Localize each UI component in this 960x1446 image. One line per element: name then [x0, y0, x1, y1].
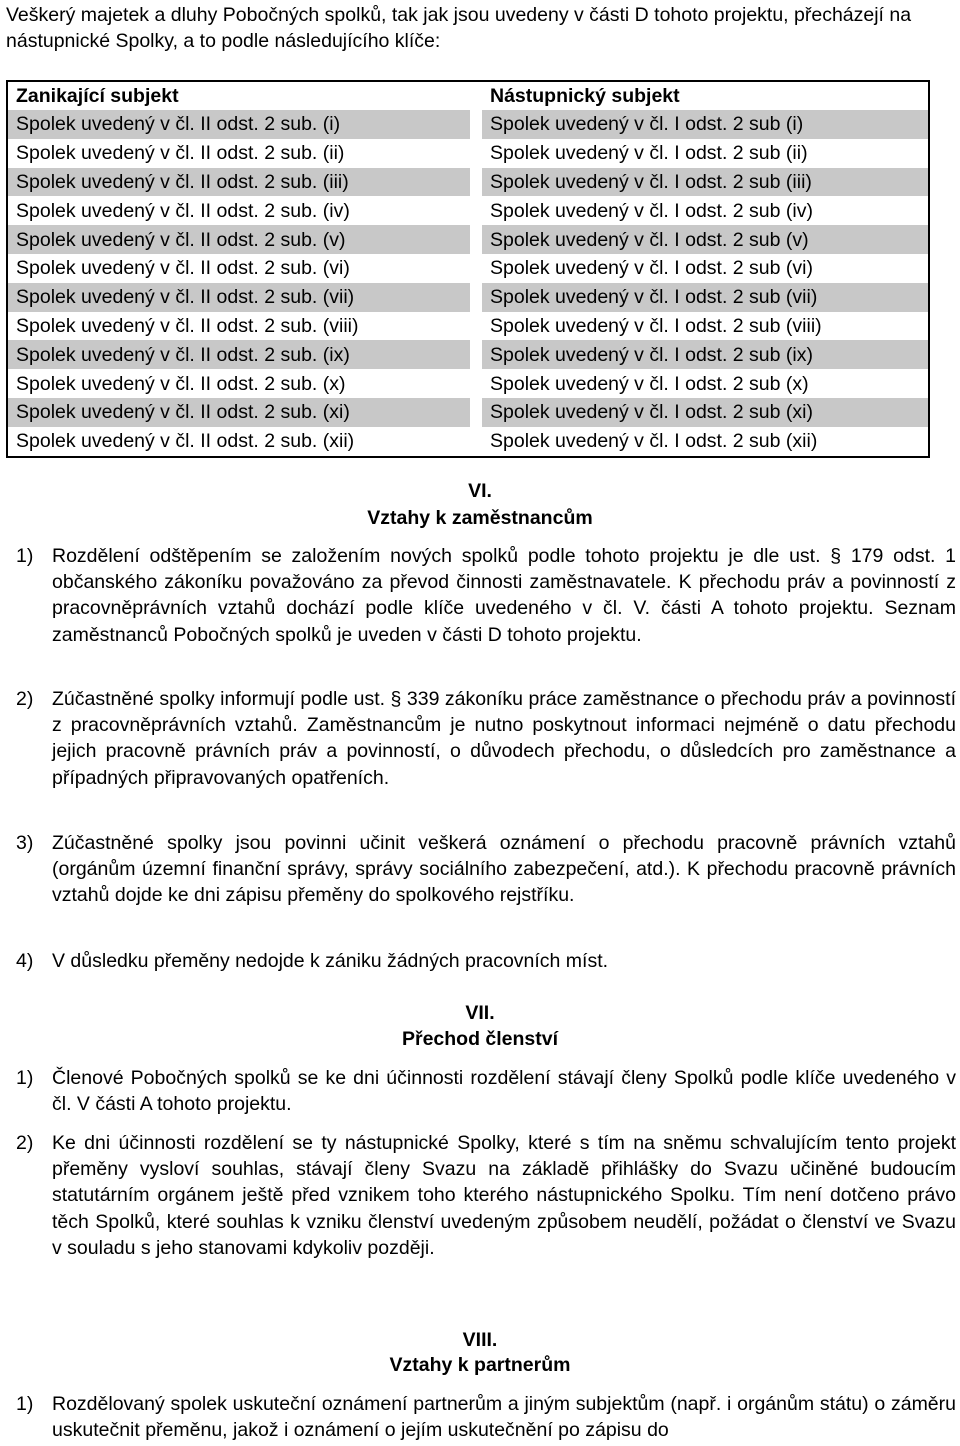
list-item-number: 1) [16, 1393, 34, 1415]
list-item-text: Členové Pobočných spolků se ke dni účinnosti rozdělení stávají členy Spolků podle klíče uvedeného v čl. V části A tohoto projektu. [52, 1067, 956, 1116]
header-cell-successor: Nástupnický subjekt [482, 81, 929, 110]
list-item-number: 4) [16, 950, 34, 972]
table-cell: Spolek uvedený v čl. II odst. 2 sub. (vi) [16, 257, 350, 280]
list-item-number: 1) [16, 545, 34, 567]
section-8-number: VIII. [462, 1329, 498, 1351]
header-cell-defunct: Zanikající subjekt [7, 81, 470, 110]
list-item-text: V důsledku přeměny nedojde k zániku žádných pracovních míst. [52, 950, 609, 972]
list-item [16, 686, 956, 791]
table-cell: Spolek uvedený v čl. I odst. 2 sub (xi) [482, 398, 929, 427]
list-item [16, 1391, 956, 1443]
section-6-title: Vztahy k zaměstnancům [367, 507, 593, 529]
table-cell: Spolek uvedený v čl. I odst. 2 sub (x) [490, 372, 809, 395]
table-row [7, 398, 929, 427]
list-item-number: 2) [16, 688, 34, 710]
section-7-title: Přechod členství [401, 1028, 559, 1050]
table-row [7, 340, 929, 369]
list-item-text: Ke dni účinnosti rozdělení se ty nástupnické Spolky, které s tím na sněmu schvalujícím tento projekt přeměny vysloví souhlas, stávají členy Svazu na základě přihlášky do Svazu učiněné budoucím statutárním orgánem ještě před vznikem toho kterého nástupnického Spolku. Tím není dotčeno právo těch Spolků, které souhlas k vzniku členství uvedeným způsobem neudělí, požádat o členství ve Svazu v souladu s jeho stanovami kdykoliv později. [52, 1132, 956, 1259]
table-cell: Spolek uvedený v čl. II odst. 2 sub. (i) [7, 110, 470, 139]
table-cell: Spolek uvedený v čl. I odst. 2 sub (xii) [490, 430, 818, 453]
table-row [7, 168, 929, 197]
list-item [16, 1130, 956, 1261]
table-cell: Spolek uvedený v čl. I odst. 2 sub (ii) [490, 142, 808, 165]
table-row [7, 139, 929, 168]
intro-paragraph: Veškerý majetek a dluhy Pobočných spolků, tak jak jsou uvedeny v části D tohoto projektu, přecházejí na nástupnické Spolky, a to podle následujícího klíče: [6, 4, 912, 52]
table-header-row [7, 81, 929, 110]
table-cell: Spolek uvedený v čl. II odst. 2 sub. (v) [7, 225, 470, 254]
table-cell: Spolek uvedený v čl. II odst. 2 sub. (vii) [7, 283, 470, 312]
table-cell: Spolek uvedený v čl. II odst. 2 sub. (ii) [16, 142, 345, 165]
table-cell: Spolek uvedený v čl. I odst. 2 sub (iii) [482, 168, 929, 197]
list-item-text: Rozdělení odštěpením se založením nových spolků podle tohoto projektu je dle ust. § 179 odst. 1 občanského zákoníku považováno za převod činnosti zaměstnavatele. K přechodu práv a povinností z pracovněprávních vztahů dochází podle klíče uvedeného v čl. V. části A tohoto projektu. Seznam zaměstnanců Pobočných spolků je uveden v části D tohoto projektu. [52, 545, 956, 646]
section-8-title: Vztahy k partnerům [389, 1354, 571, 1376]
table-cell: Spolek uvedený v čl. II odst. 2 sub. (viii) [16, 314, 359, 337]
table-row [7, 427, 929, 457]
list-item-text: Rozdělovaný spolek uskuteční oznámení partnerům a jiným subjektům (např. i orgánům státu) o záměru uskutečnit přeměnu, jakož i oznámení o jejím uskutečnění po zápisu do [52, 1393, 956, 1442]
table-row [7, 254, 929, 283]
table-row [7, 225, 929, 254]
table-row [7, 369, 929, 398]
table-cell: Spolek uvedený v čl. I odst. 2 sub (v) [482, 225, 929, 254]
table-cell: Spolek uvedený v čl. I odst. 2 sub (iv) [490, 199, 813, 222]
list-item-number: 2) [16, 1132, 34, 1154]
table-cell: Spolek uvedený v čl. I odst. 2 sub (i) [482, 110, 929, 139]
list-item [16, 948, 956, 974]
table-cell: Spolek uvedený v čl. II odst. 2 sub. (xii) [16, 430, 355, 453]
table-cell: Spolek uvedený v čl. II odst. 2 sub. (x) [16, 372, 346, 395]
table-cell: Spolek uvedený v čl. II odst. 2 sub. (ix) [7, 340, 470, 369]
list-item-text: Zúčastněné spolky jsou povinni učinit veškerá oznámení o přechodu pracovně právních vztahů (orgánům územní finanční správy, správy sociálního zabezpečení, atd.). K přechodu pracovně právních vztahů dojde ke dni zápisu přeměny do spolkového rejstříku. [52, 832, 956, 907]
list-item-number: 1) [16, 1067, 34, 1089]
table-cell: Spolek uvedený v čl. I odst. 2 sub (vii) [482, 283, 929, 312]
section-6-number: VI. [468, 480, 492, 502]
table-row [7, 110, 929, 139]
table-cell: Spolek uvedený v čl. I odst. 2 sub (viii) [490, 314, 822, 337]
table-cell: Spolek uvedený v čl. I odst. 2 sub (ix) [482, 340, 929, 369]
table-cell: Spolek uvedený v čl. II odst. 2 sub. (xi) [7, 398, 470, 427]
table-row [7, 283, 929, 312]
list-item-text: Zúčastněné spolky informují podle ust. § 339 zákoníku práce zaměstnance o přechodu práv a povinností z pracovněprávních vztahů. Zaměstnancům je nutno poskytnout informaci nejméně o datu přechodu jejich pracovně právních práv a povinností, o důvodech přechodu, o důsledcích pro zaměstnance a případných připravovaných opatřeních. [52, 688, 956, 789]
table-row [7, 196, 929, 225]
table-cell: Spolek uvedený v čl. II odst. 2 sub. (iii) [7, 168, 470, 197]
list-item [16, 830, 956, 909]
succession-table [6, 80, 930, 458]
table-row [7, 312, 929, 341]
list-item-number: 3) [16, 832, 34, 854]
section-7-number: VII. [465, 1002, 495, 1024]
table-cell: Spolek uvedený v čl. I odst. 2 sub (vi) [490, 257, 813, 280]
list-item [16, 543, 956, 648]
list-item [16, 1065, 956, 1117]
table-cell: Spolek uvedený v čl. II odst. 2 sub. (iv) [16, 199, 350, 222]
